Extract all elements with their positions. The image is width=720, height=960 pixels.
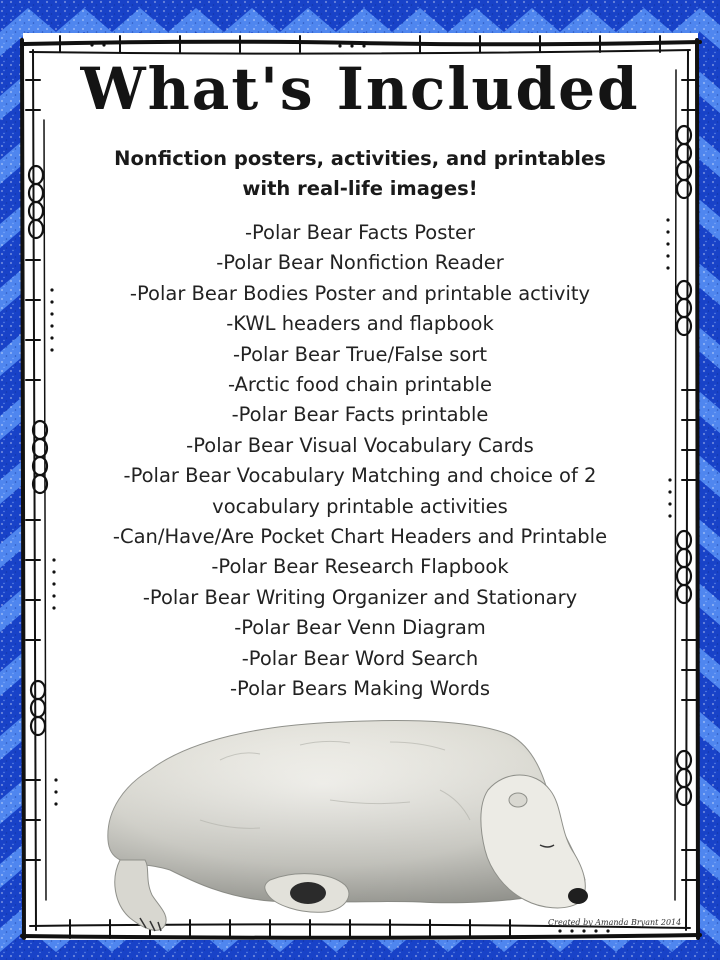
subtitle-line-1: Nonfiction posters, activities, and printables	[114, 147, 606, 170]
list-item: -Polar Bear Research Flapbook	[211, 555, 509, 579]
list-item: -Polar Bear True/False sort	[232, 342, 488, 366]
list-item: -Polar Bear Vocabulary Matching and choice of 2	[123, 464, 597, 488]
page-title: What's Included	[80, 55, 640, 123]
list-item: -Polar Bear Facts Poster	[244, 221, 476, 244]
list-item: vocabulary printable activities	[212, 494, 508, 518]
list-item: -Polar Bear Writing Organizer and Stationary	[142, 585, 578, 609]
list-item: -Polar Bear Bodies Poster and printable activity	[129, 281, 591, 305]
list-item: -Polar Bear Nonfiction Reader	[216, 251, 504, 275]
list-item: -Polar Bear Venn Diagram	[234, 616, 486, 640]
list-item: -Polar Bear Visual Vocabulary Cards	[186, 433, 534, 457]
subtitle-line-2: with real-life images!	[242, 177, 478, 200]
credit-signature: Created by Amanda Bryant 2014	[548, 918, 682, 927]
list-item: -Polar Bear Facts printable	[231, 403, 489, 427]
list-item: -Polar Bear Word Search	[241, 646, 479, 670]
list-item: -Arctic food chain printable	[227, 373, 493, 397]
list-item: -Can/Have/Are Pocket Chart Headers and Printable	[112, 525, 608, 549]
list-item: -Polar Bears Making Words	[229, 677, 490, 701]
list-item: -KWL headers and flapbook	[226, 312, 494, 336]
